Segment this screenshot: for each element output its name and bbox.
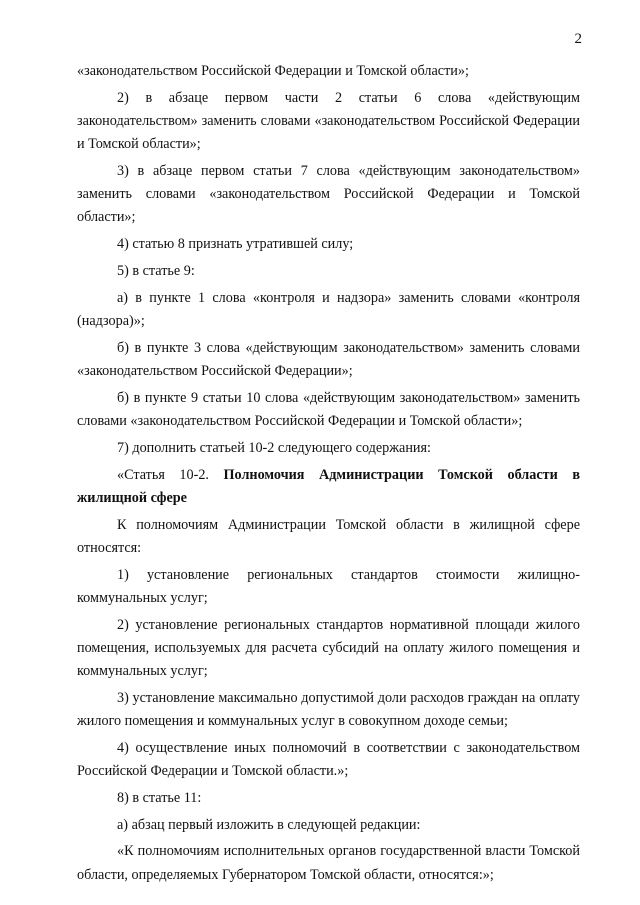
paragraph-item-4: 4) статью 8 признать утратившей силу; — [117, 236, 354, 253]
paragraph-subitem-a: а) в пункте 1 слова «контроля и надзора» заменить словами «контроля (надзора)»; — [77, 289, 580, 329]
article-heading-title: Полномочия Администрации Томской области в жилищной сфере — [77, 466, 581, 506]
paragraph-quote: «К полномочиям исполнительных органов государственной власти Томской области, определяемых Губернатором Томской области, относятся:»; — [77, 843, 580, 883]
paragraph-subitem-b-2: б) в пункте 9 статьи 10 слова «действующим законодательством» заменить словами «законодательством Российской Федерации и Томской области»; — [77, 389, 580, 429]
article-intro: К полномочиям Администрации Томской области в жилищной сфере относятся: — [77, 516, 580, 556]
paragraph-item-2: 2) в абзаце первом части 2 статьи 6 слова «действующим законодательством» заменить словами «законодательством Российской Федерации и Томской области»; — [77, 89, 580, 153]
article-item-2: 2) установление региональных стандартов нормативной площади жилого помещения, используемых для расчета субсидий на оплату жилого помещения и коммунальных услуг; — [77, 616, 580, 679]
article-heading — [77, 464, 580, 510]
paragraph-subitem-a-2: а) абзац первый изложить в следующей редакции: — [117, 816, 421, 833]
article-item-3: 3) установление максимально допустимой доли расходов граждан на оплату жилого помещения и коммунальных услуг в совокупном доходе семьи; — [77, 689, 580, 729]
paragraph-continuation: «законодательством Российской Федерации и Томской области»; — [77, 63, 469, 79]
paragraph-item-3: 3) в абзаце первом статьи 7 слова «действующим законодательством» заменить словами «законодательством Российской Федерации и Томской области»; — [77, 163, 580, 226]
paragraph-item-8: 8) в статье 11: — [117, 789, 202, 806]
paragraph-item-5: 5) в статье 9: — [117, 263, 195, 279]
article-item-1: 1) установление региональных стандартов стоимости жилищно-коммунальных услуг; — [77, 566, 580, 606]
article-heading-prefix: «Статья 10-2. — [117, 466, 224, 483]
page-number: 2 — [574, 31, 582, 47]
document-body — [77, 60, 580, 887]
paragraph-item-7: 7) дополнить статьей 10-2 следующего содержания: — [117, 439, 431, 456]
article-item-4: 4) осуществление иных полномочий в соответствии с законодательством Российской Федерации и Томской области.»; — [77, 739, 580, 779]
paragraph-subitem-b: б) в пункте 3 слова «действующим законодательством» заменить словами «законодательством Российской Федерации»; — [77, 339, 580, 379]
